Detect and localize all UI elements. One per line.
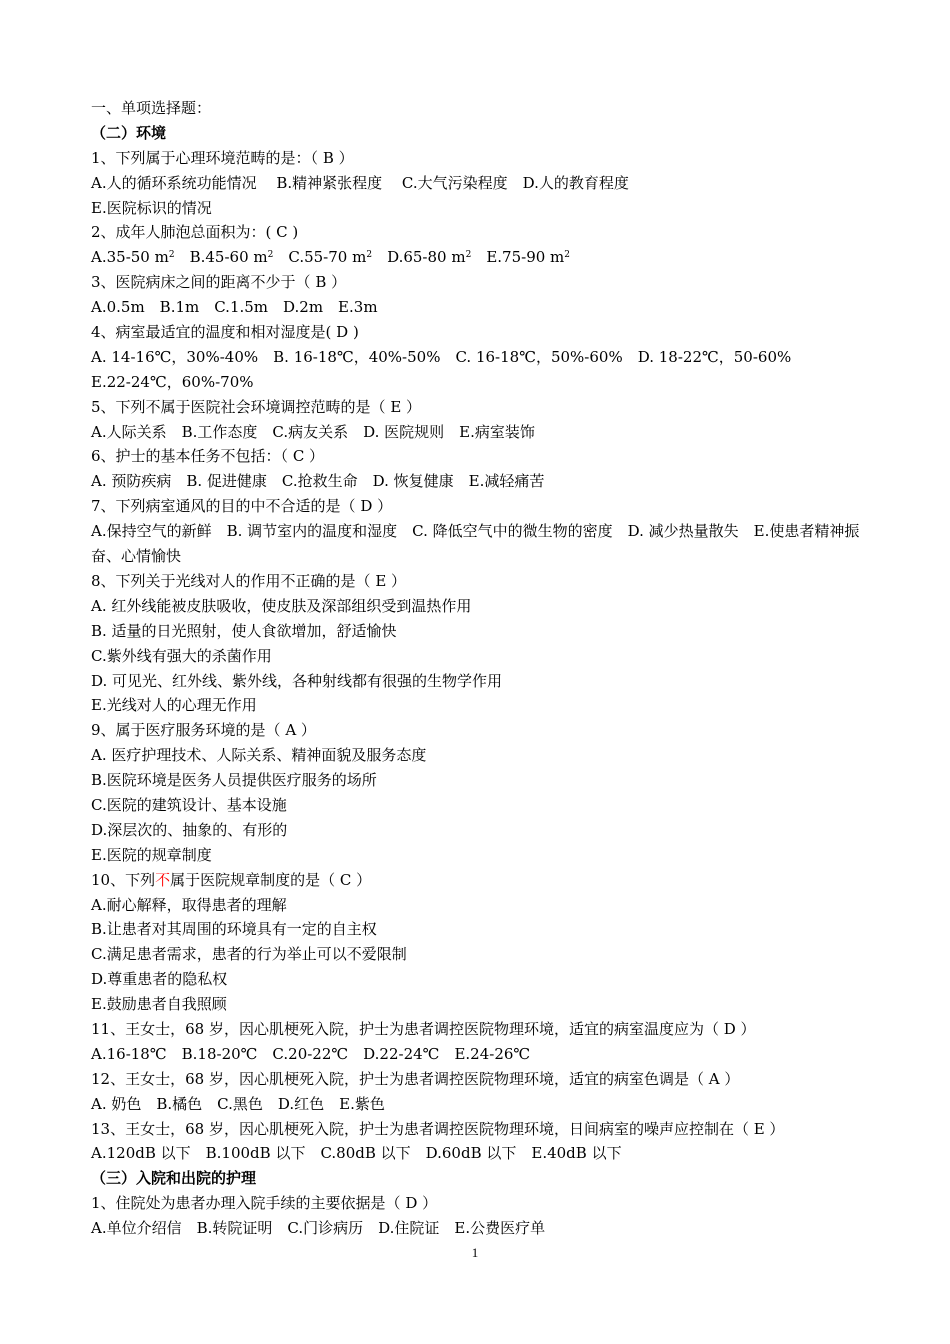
document-body — [91, 96, 871, 1241]
question-3: 3、医院病床之间的距离不少于（ B ） — [91, 273, 347, 292]
question-13-options: A.120dB 以下 B.100dB 以下 C.80dB 以下 D.60dB 以下 E.40dB 以下 — [91, 1144, 622, 1163]
heading-admission-discharge: （三）入院和出院的护理 — [91, 1169, 257, 1188]
question-1-option-e: E.医院标识的情况 — [91, 198, 212, 217]
q2-option-d: D.65-80 m — [387, 248, 466, 267]
question-4-options: A. 14-16℃，30%-40% B. 16-18℃，40%-50% C. 16-18℃，50%-60% D. 18-22℃，50-60% — [91, 347, 792, 366]
question-4-option-e: E.22-24℃，60%-70% — [91, 372, 254, 391]
part3-question-1: 1、住院处为患者办理入院手续的主要依据是（ D ） — [91, 1194, 438, 1213]
q2-option-a-sup: 2 — [168, 250, 175, 261]
q2-option-c-sup: 2 — [366, 250, 373, 261]
question-1: 1、下列属于心理环境范畴的是：（ B ） — [91, 148, 354, 167]
q2-option-b-sup: 2 — [267, 250, 274, 261]
question-13: 13、王女士，68 岁，因心肌梗死入院，护士为患者调控医院物理环境，日间病室的噪声应控制在（ E ） — [91, 1119, 785, 1138]
q2-option-a: A.35-50 m — [91, 248, 169, 267]
question-10-option-b: B.让患者对其周围的环境具有一定的自主权 — [91, 920, 377, 939]
question-10-prefix: 10、下列 — [91, 870, 156, 889]
section-title: 一、单项选择题： — [91, 99, 212, 117]
question-9: 9、属于医疗服务环境的是（ A ） — [91, 721, 316, 740]
question-8-option-b: B. 适量的日光照射，使人食欲增加，舒适愉快 — [91, 621, 397, 640]
question-9-option-c: C.医院的建筑设计、基本设施 — [91, 795, 287, 814]
question-11-options: A.16-18℃ B.18-20℃ C.20-22℃ D.22-24℃ E.24-26℃ — [91, 1044, 531, 1063]
question-8-option-d: D. 可见光、红外线、紫外线，各种射线都有很强的生物学作用 — [91, 671, 503, 690]
question-10-option-e: E.鼓励患者自我照顾 — [91, 995, 227, 1014]
question-9-option-d: D.深层次的、抽象的、有形的 — [91, 820, 288, 839]
question-9-option-b: B.医院环境是医务人员提供医疗服务的场所 — [91, 771, 377, 790]
q2-option-c: C.55-70 m — [288, 248, 367, 267]
question-10-option-a: A.耐心解释，取得患者的理解 — [91, 895, 287, 914]
question-7-options: A.保持空气的新鲜 B. 调节室内的温度和湿度 C. 降低空气中的微生物的密度 D. 减少热量散失 E.使患者精神振奋、心情愉快 — [91, 522, 860, 566]
question-2: 2、成年人肺泡总面积为：( C ) — [91, 223, 299, 242]
q2-option-d-sup: 2 — [465, 250, 472, 261]
question-10-option-d: D.尊重患者的隐私权 — [91, 970, 228, 989]
heading-environment: （二）环境 — [91, 123, 167, 142]
question-3-options: A.0.5m B.1m C.1.5m D.2m E.3m — [91, 298, 378, 317]
question-10-suffix: 属于医院规章制度的是（ C ） — [170, 870, 372, 889]
q2-option-b: B.45-60 m — [189, 248, 268, 267]
question-8-option-c: C.紫外线有强大的杀菌作用 — [91, 646, 272, 665]
question-9-option-e: E.医院的规章制度 — [91, 845, 212, 864]
question-8-option-e: E.光线对人的心理无作用 — [91, 696, 257, 715]
page-number: 1 — [471, 1245, 479, 1260]
question-9-option-a: A. 医疗护理技术、人际关系、精神面貌及服务态度 — [91, 746, 427, 765]
question-10 — [91, 868, 871, 893]
question-8: 8、下列关于光线对人的作用不正确的是（ E ） — [91, 571, 407, 590]
question-5: 5、下列不属于医院社会环境调控范畴的是（ E ） — [91, 397, 422, 416]
question-7: 7、下列病室通风的目的中不合适的是（ D ） — [91, 497, 393, 516]
q2-option-e-sup: 2 — [564, 250, 571, 261]
question-6: 6、护士的基本任务不包括：（ C ） — [91, 447, 325, 466]
question-12-options: A. 奶色 B.橘色 C.黑色 D.红色 E.紫色 — [91, 1094, 385, 1113]
q2-option-e: E.75-90 m — [486, 248, 565, 267]
question-4: 4、病室最适宜的温度和相对湿度是( D ) — [91, 323, 359, 342]
question-11: 11、王女士，68 岁，因心肌梗死入院，护士为患者调控医院物理环境，适宜的病室温度应为（ D ） — [91, 1019, 756, 1038]
question-10-option-c: C.满足患者需求，患者的行为举止可以不爱限制 — [91, 945, 407, 964]
question-12: 12、王女士，68 岁，因心肌梗死入院，护士为患者调控医院物理环境，适宜的病室色调是（ A ） — [91, 1069, 740, 1088]
question-10-negation: 不 — [155, 870, 171, 889]
question-2-options — [91, 245, 871, 270]
question-5-options: A.人际关系 B.工作态度 C.病友关系 D. 医院规则 E.病室装饰 — [91, 422, 535, 441]
question-8-option-a: A. 红外线能被皮肤吸收，使皮肤及深部组织受到温热作用 — [91, 596, 472, 615]
question-1-options: A.人的循环系统功能情况 B.精神紧张程度 C.大气污染程度 D.人的教育程度 — [91, 173, 629, 192]
part3-question-1-options: A.单位介绍信 B.转院证明 C.门诊病历 D.住院证 E.公费医疗单 — [91, 1219, 546, 1238]
question-6-options: A. 预防疾病 B. 促进健康 C.抢救生命 D. 恢复健康 E.减轻痛苦 — [91, 472, 545, 491]
